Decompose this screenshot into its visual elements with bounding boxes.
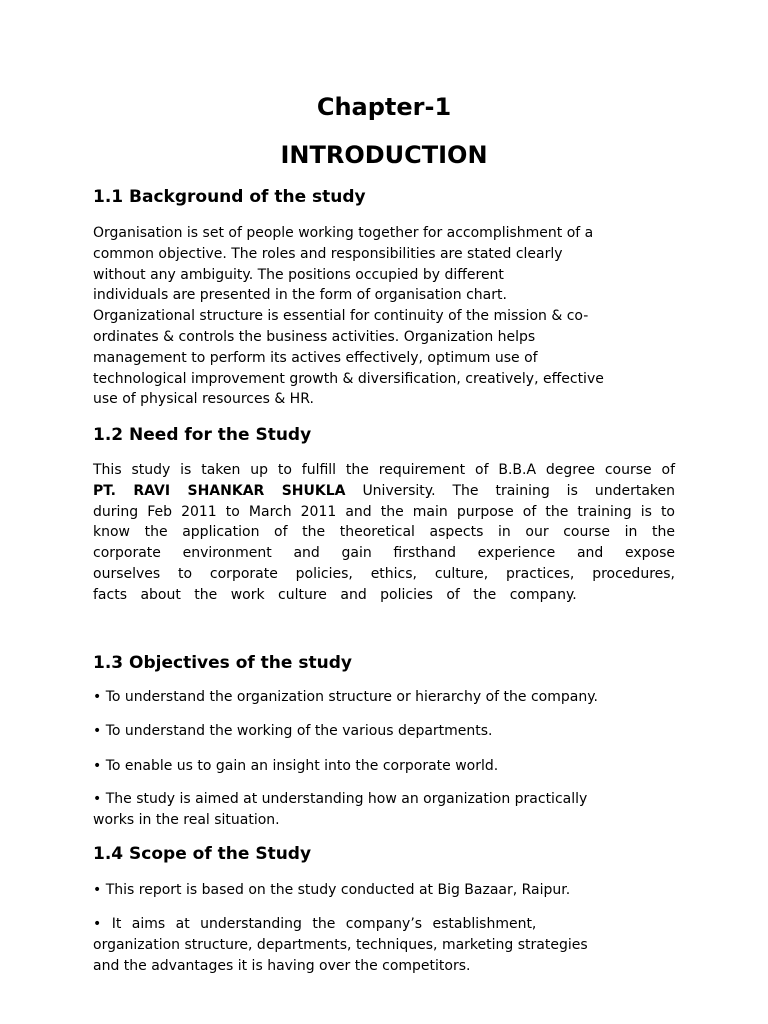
scope-bullet — [93, 914, 675, 976]
paragraph-line: during Feb 2011 to March 2011 and the main purpose of the training is to — [93, 503, 675, 520]
paragraph-line: individuals are presented in the form of organisation chart. — [93, 287, 507, 304]
bullet-line: • To understand the working of the various departments. — [93, 723, 493, 739]
paragraph-line: facts about the work culture and policies of the company. — [93, 586, 577, 603]
bullet-line: organization structure, departments, techniques, marketing strategies — [93, 936, 588, 953]
scope-bullet — [93, 880, 675, 901]
paragraph-text: University. The training is undertaken — [362, 482, 675, 499]
section-heading-scope: 1.4 Scope of the Study — [93, 844, 312, 864]
paragraph-line: common objective. The roles and responsibilities are stated clearly — [93, 245, 563, 262]
need-paragraph — [93, 460, 675, 606]
paragraph-line: know the application of the theoretical aspects in our course in the — [93, 524, 675, 541]
bullet-line: • The study is aimed at understanding how an organization practically — [93, 791, 588, 807]
chapter-title: INTRODUCTION — [280, 141, 488, 169]
section-heading-need: 1.2 Need for the Study — [93, 425, 312, 445]
university-name: PT. RAVI SHANKAR SHUKLA — [93, 482, 346, 499]
objective-bullet — [93, 687, 675, 708]
objective-bullet — [93, 721, 675, 742]
paragraph-line: corporate environment and gain firsthand experience and expose — [93, 545, 675, 562]
paragraph-line: use of physical resources & HR. — [93, 391, 314, 408]
paragraph-line: management to perform its actives effectively, optimum use of — [93, 349, 538, 366]
paragraph-line: This study is taken up to fulfill the requirement of B.B.A degree course of — [93, 462, 675, 478]
paragraph-line: technological improvement growth & diversification, creatively, effective — [93, 370, 604, 387]
bullet-line: • It aims at understanding the company’s establishment, — [93, 916, 537, 932]
paragraph-line: ourselves to corporate policies, ethics, culture, practices, procedures, — [93, 565, 675, 582]
paragraph-line: Organizational structure is essential for continuity of the mission & co- — [93, 308, 589, 325]
bullet-line: • To understand the organization structure or hierarchy of the company. — [93, 689, 598, 705]
paragraph-line — [93, 481, 675, 502]
paragraph-line: Organisation is set of people working together for accomplishment of a — [93, 225, 594, 241]
paragraph-line: without any ambiguity. The positions occupied by different — [93, 266, 504, 283]
objective-bullet — [93, 756, 675, 777]
bullet-line: works in the real situation. — [93, 811, 280, 828]
bullet-line: • To enable us to gain an insight into the corporate world. — [93, 758, 499, 774]
bullet-line: • This report is based on the study conducted at Big Bazaar, Raipur. — [93, 882, 571, 898]
bullet-line: and the advantages it is having over the competitors. — [93, 957, 471, 974]
objective-bullet — [93, 789, 675, 831]
section-heading-background: 1.1 Background of the study — [93, 187, 366, 207]
background-paragraph — [93, 223, 675, 410]
paragraph-line: ordinates & controls the business activities. Organization helps — [93, 328, 536, 345]
chapter-label: Chapter-1 — [316, 93, 452, 121]
section-heading-objectives: 1.3 Objectives of the study — [93, 653, 352, 673]
